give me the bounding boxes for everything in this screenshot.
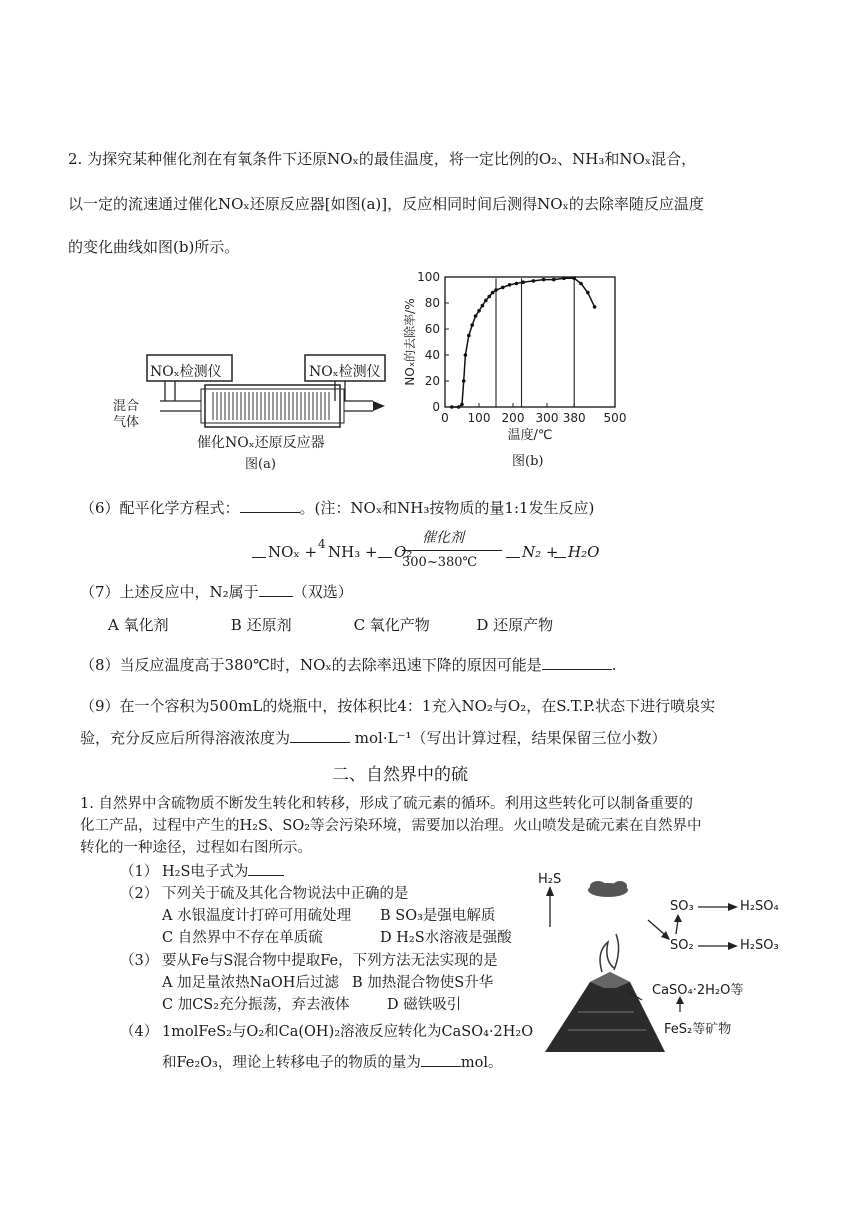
q6-equation xyxy=(252,530,600,581)
s1-q2-text: 下列关于硫及其化合物说法中正确的是 xyxy=(162,886,409,902)
data-point xyxy=(484,299,488,303)
x-tick-label: 380 xyxy=(562,411,586,425)
detector-left-label: NOₓ检测仪 xyxy=(150,364,222,380)
s1-q1-line xyxy=(162,860,284,881)
volcano-icon xyxy=(545,934,665,1052)
s1-q3-option-d[interactable]: D 磁铁吸引 xyxy=(387,997,462,1013)
inlet-label-2: 气体 xyxy=(113,415,140,430)
data-point xyxy=(508,283,512,287)
y-tick-label: 60 xyxy=(424,322,440,336)
data-point xyxy=(562,277,566,281)
q2-line-2: 以一定的流速通过催化NOₓ还原反应器[如图(a)]，反应相同时间后测得NOₓ的去除率随反应温度 xyxy=(68,195,704,213)
s1-q4-suffix: mol。 xyxy=(460,1055,503,1071)
data-point xyxy=(470,323,474,327)
s1-q2-option-c[interactable]: C 自然界中不存在单质硫 xyxy=(162,930,323,946)
x-tick-label: 100 xyxy=(467,411,491,425)
data-point xyxy=(467,334,471,338)
q9-prefix: 验，充分反应后所得溶液浓度为 xyxy=(80,729,291,747)
s1-q1-blank[interactable] xyxy=(248,861,284,876)
data-point xyxy=(501,286,505,290)
section-2-title: 二、自然界中的硫 xyxy=(332,765,468,785)
s1-q1-number: （1） xyxy=(120,864,159,880)
y-tick-label: 20 xyxy=(424,374,440,388)
ash-cloud-icon xyxy=(588,881,628,897)
data-point xyxy=(491,291,495,295)
data-point xyxy=(579,282,583,286)
data-point xyxy=(457,405,461,409)
data-point xyxy=(462,379,466,383)
data-point xyxy=(532,279,536,283)
q7-answer-blank[interactable] xyxy=(259,582,293,597)
sulfur-cycle-figure xyxy=(530,872,800,1072)
data-point xyxy=(460,403,464,407)
y-tick-label: 0 xyxy=(432,400,440,414)
eq-nh3-coef: 4 xyxy=(318,537,326,551)
eq-condition-bottom: 300~380℃ xyxy=(402,555,478,570)
cycle-h2s: H₂S xyxy=(538,872,562,887)
cycle-h2so3: H₂SO₃ xyxy=(740,938,779,953)
s1-q2-number: （2） xyxy=(120,886,159,902)
removal-rate-line xyxy=(452,278,595,407)
q8-answer-blank[interactable] xyxy=(542,655,612,670)
q8-suffix: . xyxy=(611,656,617,674)
data-point xyxy=(593,305,597,309)
q7-options xyxy=(108,614,594,635)
data-point xyxy=(542,278,546,282)
cycle-so2: SO₂ xyxy=(670,938,694,953)
x-tick-label: 200 xyxy=(501,411,525,425)
q9-answer-blank[interactable] xyxy=(290,728,350,743)
q7-option-b[interactable]: B 还原剂 xyxy=(230,616,292,634)
s1-q4-text: 1molFeS₂与O₂和Ca(OH)₂溶液反应转化为CaSO₄·2H₂O xyxy=(162,1024,534,1040)
s1-q3-text: 要从Fe与S混合物中提取Fe，下列方法无法实现的是 xyxy=(162,953,498,969)
eq-reaction-line xyxy=(402,550,502,551)
s1-q1-text: H₂S电子式为 xyxy=(162,864,249,880)
eq-blank-3[interactable] xyxy=(506,543,520,562)
data-point xyxy=(521,280,525,284)
x-tick-label: 300 xyxy=(535,411,559,425)
catalyst-bed-lines xyxy=(213,392,329,420)
detector-right-label: NOₓ检测仪 xyxy=(309,364,381,380)
outlet-arrow xyxy=(373,401,385,411)
inlet-label-1: 混合 xyxy=(113,399,140,414)
figure-b-caption: 图(b) xyxy=(512,454,544,469)
data-point xyxy=(586,291,590,295)
q7-suffix: （双选） xyxy=(292,583,353,601)
cycle-fes2: FeS₂等矿物 xyxy=(664,1022,732,1037)
cycle-so3: SO₃ xyxy=(670,899,694,914)
reactor-label: 催化NOₓ还原反应器 xyxy=(197,435,325,451)
q8-stem: （8）当反应温度高于380℃时，NOₓ的去除率迅速下降的原因可能是 xyxy=(80,656,542,674)
q2-number: 2. xyxy=(68,150,83,168)
q2-line-1 xyxy=(68,148,696,169)
q8-line xyxy=(80,654,617,675)
s1-q4-prefix: 和Fe₂O₃，理论上转移电子的物质的量为 xyxy=(162,1055,421,1071)
q6-line xyxy=(80,497,594,518)
q7-option-c[interactable]: C 氧化产物 xyxy=(353,616,430,634)
eq-blank-2[interactable] xyxy=(378,543,392,562)
s1-q2-option-a[interactable]: A 水银温度计打碎可用硫处理 xyxy=(162,908,352,924)
data-point xyxy=(474,314,478,318)
q9-suffix: mol·L⁻¹（写出计算过程，结果保留三位小数） xyxy=(354,729,667,747)
data-point xyxy=(481,304,485,308)
data-point xyxy=(552,278,556,282)
figure-a-caption: 图(a) xyxy=(245,457,276,472)
data-point xyxy=(477,309,481,313)
q9-line-1: （9）在一个容积为500mL的烧瓶中，按体积比4：1充入NO₂与O₂，在S.T.P.状态下进行喷泉实 xyxy=(80,697,716,715)
eq-condition-top: 催化剂 xyxy=(422,530,464,546)
data-point xyxy=(487,295,491,299)
q2-line-3: 的变化曲线如图(b)所示。 xyxy=(68,238,240,256)
data-point xyxy=(572,277,576,281)
s1-q4-blank[interactable] xyxy=(421,1052,461,1067)
q7-stem: （7）上述反应中，N₂属于 xyxy=(80,583,259,601)
x-axis-label: 温度/℃ xyxy=(507,428,553,443)
eq-blank-1[interactable] xyxy=(252,543,266,562)
figure-b xyxy=(400,265,640,475)
eq-blank-4[interactable] xyxy=(554,543,566,562)
q6-prefix: （6）配平化学方程式： xyxy=(80,499,240,517)
s1-q3-number: （3） xyxy=(120,953,159,969)
y-tick-label: 40 xyxy=(424,348,440,362)
eq-o2: O₂ xyxy=(394,543,413,561)
q9-line-2 xyxy=(80,727,667,748)
eq-nox: NOₓ + xyxy=(268,543,318,561)
data-point xyxy=(464,353,468,357)
cycle-h2so4: H₂SO₄ xyxy=(740,899,779,914)
h2s-arrow xyxy=(546,886,554,896)
s1-intro-1: 1. 自然界中含硫物质不断发生转化和转移，形成了硫元素的循环。利用这些转化可以制备重要的 xyxy=(80,796,693,812)
data-point xyxy=(494,288,498,292)
s1-q4-number: （4） xyxy=(120,1024,159,1040)
s1-q3-option-c[interactable]: C 加CS₂充分振荡，弃去液体 xyxy=(162,997,350,1013)
data-point xyxy=(450,405,454,409)
data-point xyxy=(515,282,519,286)
x-tick-label: 0 xyxy=(441,411,449,425)
cycle-caso4: CaSO₄·2H₂O等 xyxy=(652,983,744,998)
q6-suffix: 。(注：NOₓ和NH₃按物质的量1:1发生反应) xyxy=(299,499,595,517)
eq-nh3: NH₃ + xyxy=(328,543,378,561)
removal-rate-chart xyxy=(400,265,640,445)
q7-option-a[interactable]: A 氧化剂 xyxy=(108,616,169,634)
y-tick-label: 100 xyxy=(417,270,440,284)
s1-intro-2: 化工产品，过程中产生的H₂S、SO₂等会污染环境，需要加以治理。火山喷发是硫元素在自然界中 xyxy=(80,818,702,834)
s1-q2-option-d[interactable]: D H₂S水溶液是强酸 xyxy=(380,930,512,946)
y-tick-label: 80 xyxy=(424,296,440,310)
q2-text-1: 为探究某种催化剂在有氧条件下还原NOₓ的最佳温度，将一定比例的O₂、NH₃和NOₓ混合， xyxy=(87,150,697,168)
figure-a xyxy=(105,345,395,475)
s1-q4-line-2 xyxy=(162,1051,503,1072)
eq-h2o: H₂O xyxy=(568,543,600,561)
x-tick-label: 500 xyxy=(603,411,627,425)
s1-q3-option-a[interactable]: A 加足量浓热NaOH后过滤 xyxy=(162,975,339,991)
s1-q3-option-b[interactable]: B 加热混合物使S升华 xyxy=(352,975,494,991)
q7-option-d[interactable]: D 还原产物 xyxy=(476,616,554,634)
s1-q2-option-b[interactable]: B SO₃是强电解质 xyxy=(380,908,496,924)
q7-line xyxy=(80,581,353,602)
eq-n2: N₂ + xyxy=(522,543,559,561)
q6-answer-blank[interactable] xyxy=(240,498,300,513)
s1-intro-3: 转化的一种途径，过程如右图所示。 xyxy=(80,840,312,856)
y-axis-label: NOₓ的去除率/% xyxy=(403,298,417,386)
